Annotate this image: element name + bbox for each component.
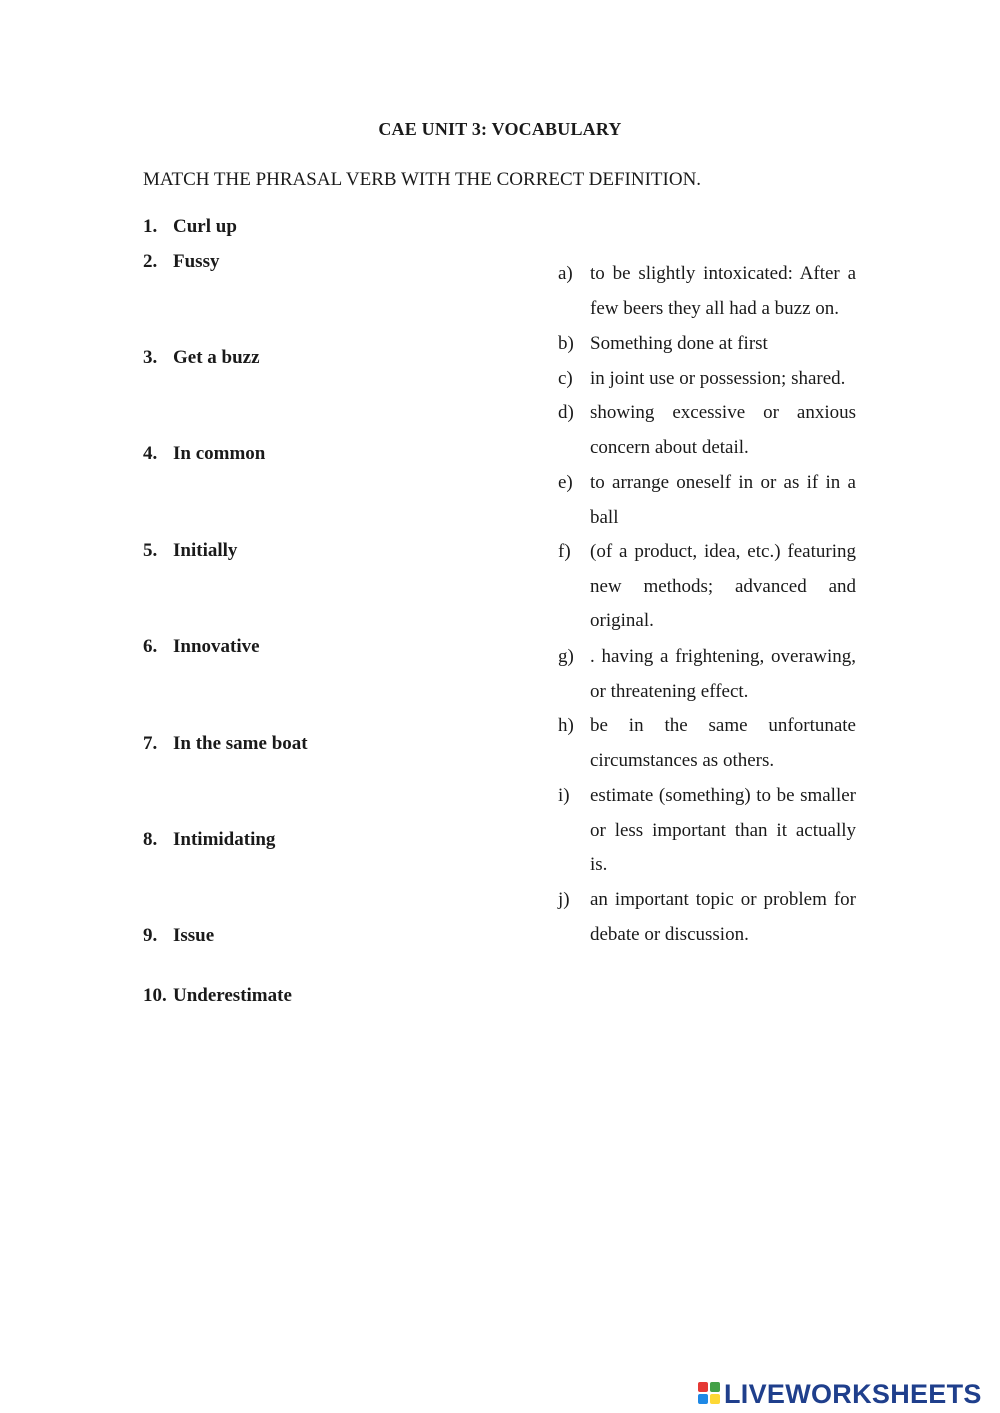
term-item [143, 251, 219, 273]
term-word: In common [173, 443, 266, 464]
instruction: MATCH THE PHRASAL VERB WITH THE CORRECT DEFINITION. [143, 169, 702, 190]
term-item [143, 925, 214, 947]
definition-text: be in the same unfortunate circumstances as others. [590, 715, 856, 771]
term-word: Initially [173, 540, 238, 561]
term-word: Fussy [173, 251, 220, 272]
definition-text: showing excessive or anxious concern about detail. [590, 402, 856, 458]
definition-text: Something done at first [590, 333, 768, 354]
definition-letter: d) [558, 402, 574, 423]
logo-blocks-icon [698, 1382, 722, 1406]
definition-item [558, 327, 856, 362]
term-word: Get a buzz [173, 347, 260, 368]
term-item [143, 733, 308, 755]
page-title: CAE UNIT 3: VOCABULARY [378, 119, 622, 139]
definition-letter: c) [558, 368, 573, 389]
definition-item [558, 640, 856, 709]
definition-letter: h) [558, 715, 574, 736]
term-item [143, 443, 265, 465]
definition-text: to arrange oneself in or as if in a ball [590, 472, 856, 528]
definition-item [558, 883, 856, 952]
definition-letter: e) [558, 472, 573, 493]
definition-letter: i) [558, 785, 570, 806]
liveworksheets-logo [698, 1379, 982, 1409]
definition-item [558, 257, 856, 326]
term-number: 4. [143, 443, 158, 464]
definition-text: an important topic or problem for debate or discussion. [590, 889, 856, 945]
term-word: Curl up [173, 216, 237, 237]
term-item [143, 829, 275, 851]
term-number: 2. [143, 251, 158, 272]
definition-letter: b) [558, 333, 574, 354]
term-number: 1. [143, 216, 158, 237]
term-word: Issue [173, 925, 215, 946]
definition-text: (of a product, idea, etc.) featuring new methods; advanced and original. [590, 541, 856, 632]
term-number: 7. [143, 733, 158, 754]
term-word: Innovative [173, 636, 260, 657]
term-item [143, 985, 292, 1007]
logo-text: LIVEWORKSHEETS [724, 1378, 982, 1409]
logo-block-yellow [710, 1394, 720, 1404]
term-word: In the same boat [173, 733, 308, 754]
logo-block-red [698, 1382, 708, 1392]
definition-letter: f) [558, 541, 571, 562]
term-word: Intimidating [173, 829, 276, 850]
term-word: Underestimate [173, 985, 292, 1006]
term-item [143, 636, 260, 658]
term-item [143, 216, 237, 238]
logo-block-blue [698, 1394, 708, 1404]
term-number: 3. [143, 347, 158, 368]
term-number: 6. [143, 636, 158, 657]
definition-item [558, 535, 856, 639]
definition-text: to be slightly intoxicated: After a few beers they all had a buzz on. [590, 263, 856, 319]
term-number: 8. [143, 829, 158, 850]
definition-item [558, 362, 856, 397]
definition-item [558, 779, 856, 883]
definition-text: in joint use or possession; shared. [590, 368, 846, 389]
logo-block-green [710, 1382, 720, 1392]
term-item [143, 540, 237, 562]
term-number: 10. [143, 985, 167, 1006]
definition-letter: g) [558, 646, 574, 667]
definition-item [558, 396, 856, 465]
term-number: 9. [143, 925, 158, 946]
definition-text: estimate (something) to be smaller or less important than it actually is. [590, 785, 856, 876]
term-item [143, 347, 260, 369]
definition-item [558, 709, 856, 778]
definition-text: . having a frightening, overawing, or threatening effect. [590, 646, 856, 702]
term-number: 5. [143, 540, 158, 561]
definition-item [558, 466, 856, 535]
definition-letter: a) [558, 263, 573, 284]
definition-letter: j) [558, 889, 570, 910]
